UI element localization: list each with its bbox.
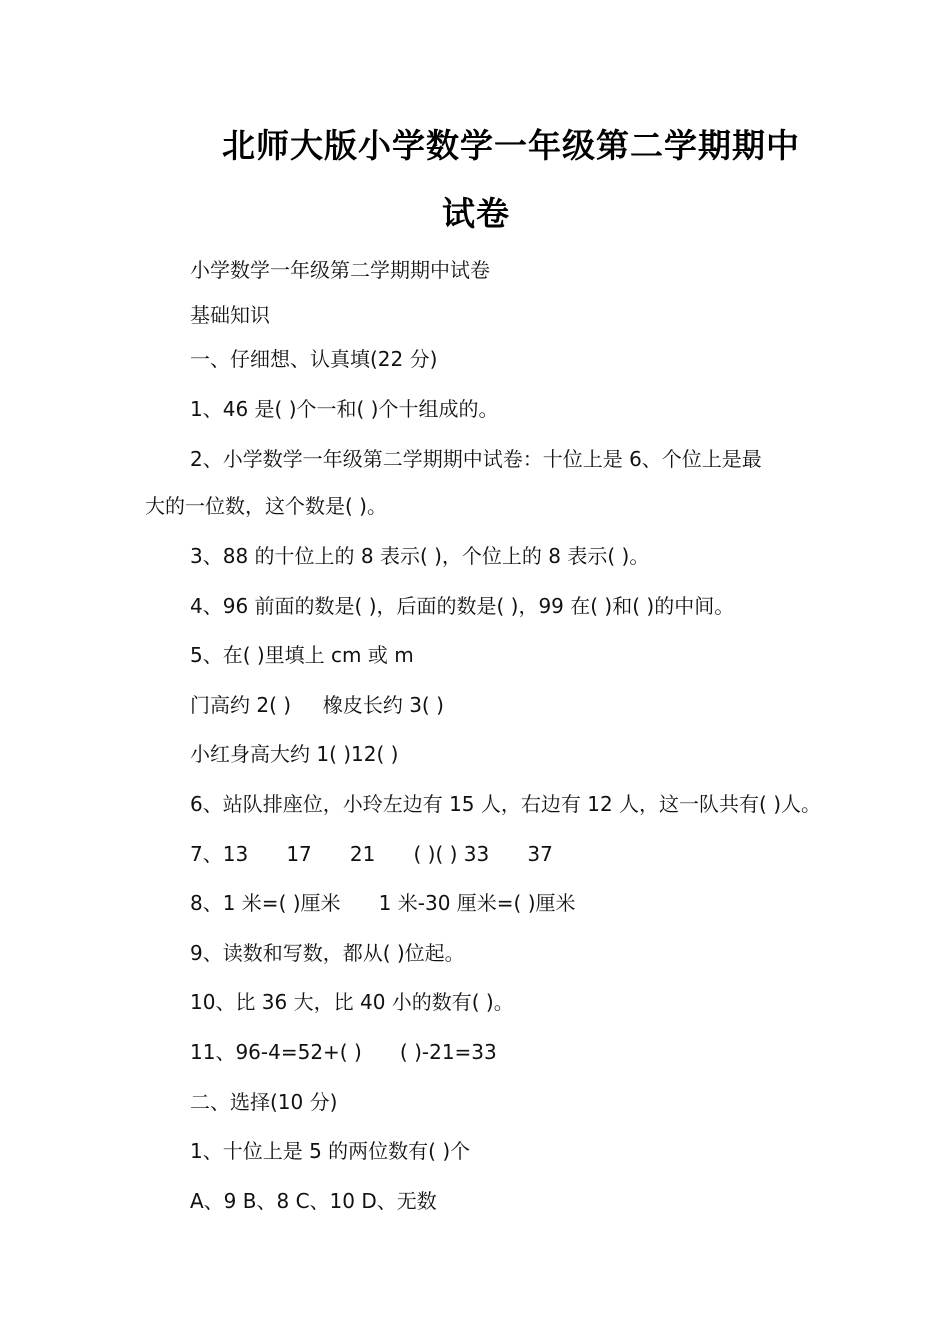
question-line: 8、1 米=( )厘米 1 米-30 厘米=( )厘米: [190, 891, 576, 915]
question-line: 9、读数和写数，都从( )位起。: [190, 941, 465, 965]
subtitle-line: 小学数学一年级第二学期期中试卷: [190, 258, 490, 282]
question-line: 6、站队排座位，小玲左边有 15 人，右边有 12 人，这一队共有( )人。: [190, 792, 822, 816]
document-title-line-1: 北师大版小学数学一年级第二学期期中: [222, 126, 800, 165]
question-line: 4、96 前面的数是( )，后面的数是( )，99 在( )和( )的中间。: [190, 594, 735, 618]
document-title-line-2: 试卷: [442, 194, 510, 233]
question-line: 1、十位上是 5 的两位数有( )个: [190, 1139, 471, 1163]
section-heading-1: 一、仔细想、认真填(22 分): [190, 347, 438, 371]
answer-options: A、9 B、8 C、10 D、无数: [190, 1189, 437, 1213]
question-line: 2、小学数学一年级第二学期期中试卷：十位上是 6、个位上是最: [190, 447, 762, 471]
section-heading-2: 二、选择(10 分): [190, 1090, 338, 1114]
question-line: 3、88 的十位上的 8 表示( )，个位上的 8 表示( )。: [190, 544, 650, 568]
section-label: 基础知识: [190, 303, 270, 327]
question-line: 1、46 是( )个一和( )个十组成的。: [190, 397, 499, 421]
question-line: 7、13 17 21 ( )( ) 33 37: [190, 842, 553, 866]
question-line: 5、在( )里填上 cm 或 m: [190, 643, 414, 667]
question-line-continued: 大的一位数，这个数是( )。: [145, 494, 387, 518]
question-subline: 门高约 2( ) 橡皮长约 3( ): [190, 693, 444, 717]
question-line: 11、96-4=52+( ) ( )-21=33: [190, 1040, 497, 1064]
question-line: 10、比 36 大，比 40 小的数有( )。: [190, 990, 514, 1014]
question-subline: 小红身高大约 1( )12( ): [190, 742, 399, 766]
